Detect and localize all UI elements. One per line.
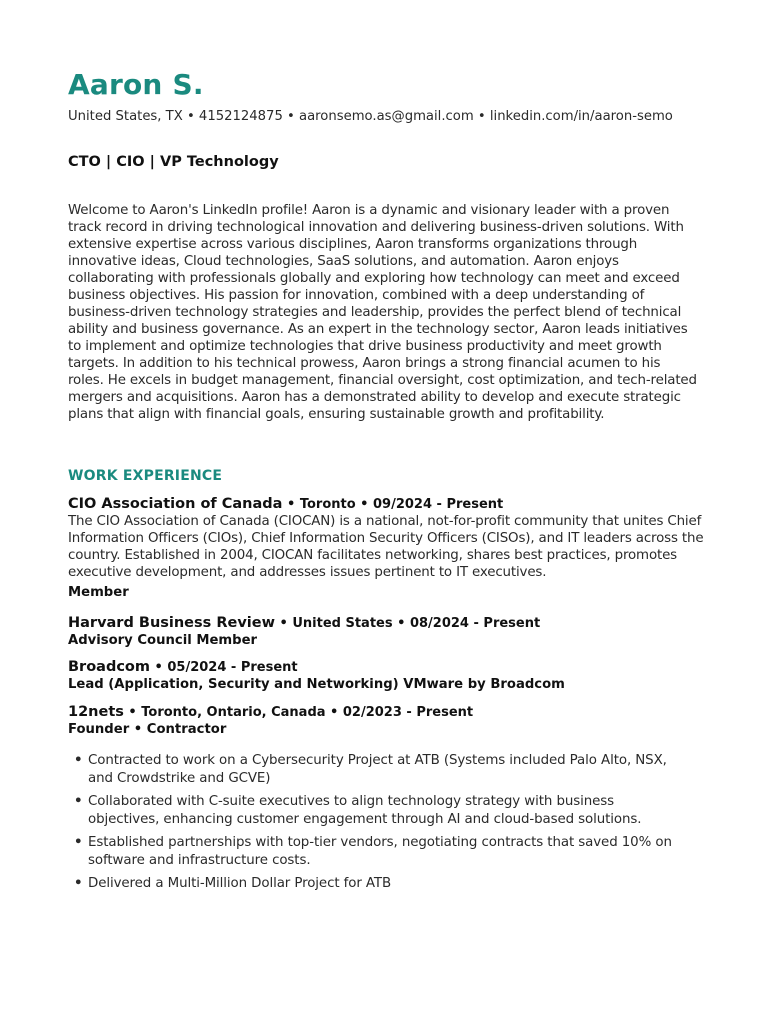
job-entry-hbr <box>68 615 704 648</box>
job-meta: • Toronto, Ontario, Canada • 02/2023 - Present <box>123 705 474 720</box>
company-name: Harvard Business Review <box>68 615 275 631</box>
bullet-icon: • <box>74 876 83 891</box>
job-role: Member <box>68 585 129 600</box>
company-name: 12nets <box>68 704 124 720</box>
bullet-item <box>68 875 688 893</box>
job-header <box>68 615 704 631</box>
job-meta: • United States • 08/2024 - Present <box>274 616 541 631</box>
bullet-text: Delivered a Multi-Million Dollar Project for ATB <box>88 876 392 891</box>
bullet-icon: • <box>74 835 83 850</box>
job-header <box>68 704 704 720</box>
bullet-item <box>68 834 688 869</box>
job-header <box>68 659 704 675</box>
bullet-text: Established partnerships with top-tier vendors, negotiating contracts that saved 10% on software and infrastructure costs. <box>88 835 672 868</box>
job-description: The CIO Association of Canada (CIOCAN) is a national, not-for-profit community that unites Chief Information Officers (CIOs), Chief Information Security Officers (CISOs), and IT leaders across the country. Established in 2004, CIOCAN facilitates networking, shares best practices, promotes executive development, and addresses issues pertinent to IT executives. <box>68 514 704 580</box>
job-meta: • Toronto • 09/2024 - Present <box>282 497 504 512</box>
candidate-name: Aaron S. <box>68 68 204 101</box>
bullet-icon: • <box>74 794 83 809</box>
job-role: Lead (Application, Security and Networking) VMware by Broadcom <box>68 677 565 692</box>
job-role: Advisory Council Member <box>68 633 258 648</box>
job-bullet-list <box>68 752 688 899</box>
job-entry-12nets <box>68 704 704 737</box>
job-header <box>68 496 704 512</box>
bullet-item <box>68 752 688 787</box>
job-entry-broadcom <box>68 659 704 692</box>
company-name: Broadcom <box>68 659 150 675</box>
company-name: CIO Association of Canada <box>68 496 283 512</box>
contact-line: United States, TX • 4152124875 • aaronsemo.as@gmail.com • linkedin.com/in/aaron-semo <box>68 109 673 124</box>
bullet-icon: • <box>74 753 83 768</box>
bullet-text: Collaborated with C-suite executives to align technology strategy with business objectives, enhancing customer engagement through AI and cloud-based solutions. <box>88 794 642 827</box>
job-role: Founder • Contractor <box>68 722 227 737</box>
job-meta: • 05/2024 - Present <box>150 660 298 675</box>
summary-paragraph: Welcome to Aaron's LinkedIn profile! Aaron is a dynamic and visionary leader with a proven track record in driving technological innovation and delivering business-driven solutions. With extensive expertise across various disciplines, Aaron transforms organizations through innovative ideas, Cloud technologies, SaaS solutions, and automation. Aaron enjoys collaborating with professionals globally and exploring how technology can meet and exceed business objectives. His passion for innovation, combined with a deep understanding of business-driven technology strategies and leadership, provides the perfect blend of technical ability and business governance. As an expert in the technology sector, Aaron leads initiatives to implement and optimize technologies that drive business productivity and meet growth targets. In addition to his technical prowess, Aaron brings a strong financial acumen to his roles. He excels in budget management, financial oversight, cost optimization, and tech-related mergers and acquisitions. Aaron has a demonstrated ability to develop and execute strategic plans that align with financial goals, ensuring sustainable growth and profitability. <box>68 203 697 422</box>
bullet-item <box>68 793 688 828</box>
job-entry-ciocan <box>68 496 704 600</box>
work-experience-heading: WORK EXPERIENCE <box>68 468 223 484</box>
bullet-text: Contracted to work on a Cybersecurity Project at ATB (Systems included Palo Alto, NSX, and Crowdstrike and GCVE) <box>88 753 667 786</box>
professional-headline: CTO | CIO | VP Technology <box>68 154 279 170</box>
